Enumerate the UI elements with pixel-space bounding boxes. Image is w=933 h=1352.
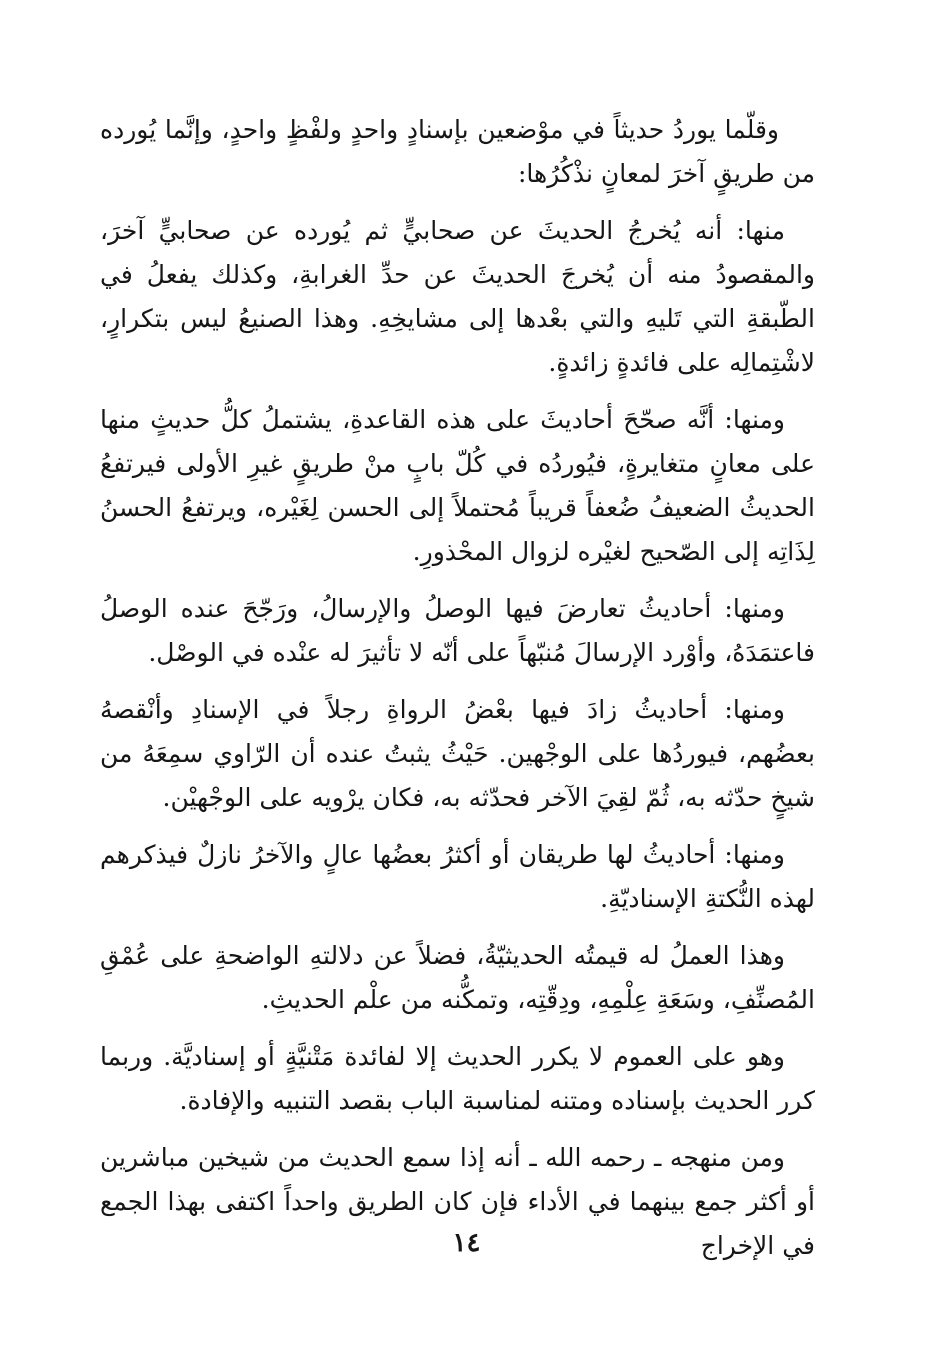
page-body: [100, 108, 815, 1281]
paragraph-general: وهو على العموم لا يكرر الحديث إلا لفائدة مَتْنيَّةٍ أو إسناديَّة. وربما كرر الحديث بإسناده ومتنه لمناسبة الباب بقصد التنبيه والإفادة.: [100, 1042, 815, 1115]
paragraph-intro: وقلّما يوردُ حديثاً في موْضعين بإسنادٍ واحدٍ ولفْظٍ واحدٍ، وإنَّما يُورده من طريقٍ آخرَ لمعانٍ نذْكُرُها:: [100, 115, 815, 188]
page-number: ١٤: [452, 1228, 481, 1258]
paragraph-second-reason: ومنها: أنَّه صحّحَ أحاديثَ على هذه القاعدةِ، يشتملُ كلُّ حديثٍ منها على معانٍ متغايرةٍ، فيُوردُه في كُلّ بابٍ منْ طريقٍ غيرِ الأولى فيرتفعُ الحديثُ الضعيفُ ضُعفاً قريباً مُحتملاً إلى الحسن لِغَيْره، ويرتفعُ الحسنُ لِذَاتِه إلى الصّحيح لغيْره لزوال المحْذورِ.: [100, 405, 815, 566]
paragraph-first-reason: منها: أنه يُخرجُ الحديثَ عن صحابيٍّ ثم يُورده عن صحابيٍّ آخرَ، والمقصودُ منه أن يُخرجَ الحديثَ عن حدِّ الغرابةِ، وكذلك يفعلُ في الطّبقةِ التي تَليهِ والتي بعْدها إلى مشايخِهِ. وهذا الصنيعُ ليس بتكرارٍ، لاشْتِمالِه على فائدةٍ زائدةٍ.: [100, 216, 815, 377]
paragraph-fourth-reason: ومنها: أحاديثُ زادَ فيها بعْضُ الرواةِ رجلاً في الإسنادِ وأنْقصهُ بعضُهم، فيوردُها على الوجْهين. حَيْثُ يثبتُ عنده أن الرّاوي سمِعَهُ من شيخٍ حدّثه به، ثُمّ لقِيَ الآخر فحدّثه به، فكان يرْويه على الوجْهيْن.: [100, 695, 815, 812]
paragraph-fifth-reason: ومنها: أحاديثُ لها طريقان أو أكثرُ بعضُها عالٍ والآخرُ نازلٌ فيذكرهم لهذه النُّكتةِ الإسناديّةِ.: [100, 840, 815, 913]
paragraph-value: وهذا العملُ له قيمتُه الحديثيّةُ، فضلاً عن دلالتهِ الواضحةِ على عُمْقِ المُصنِّفِ، وسَعَةِ عِلْمِهِ، ودِقّتِه، وتمكُّنه من علْم الحديثِ.: [100, 941, 815, 1014]
paragraph-method: ومن منهجه ـ رحمه الله ـ أنه إذا سمع الحديث من شيخين مباشرين أو أكثر جمع بينهما في الأداء فإن كان الطريق واحداً اكتفى بهذا الجمع في الإخراج: [100, 1143, 815, 1260]
paragraph-third-reason: ومنها: أحاديثُ تعارضَ فيها الوصلُ والإرسالُ، ورَجّحَ عنده الوصلُ فاعتمَدَهُ، وأوْرد الإرسالَ مُنبّهاً على أنّه لا تأثيرَ له عنْده في الوصْل.: [100, 594, 815, 667]
